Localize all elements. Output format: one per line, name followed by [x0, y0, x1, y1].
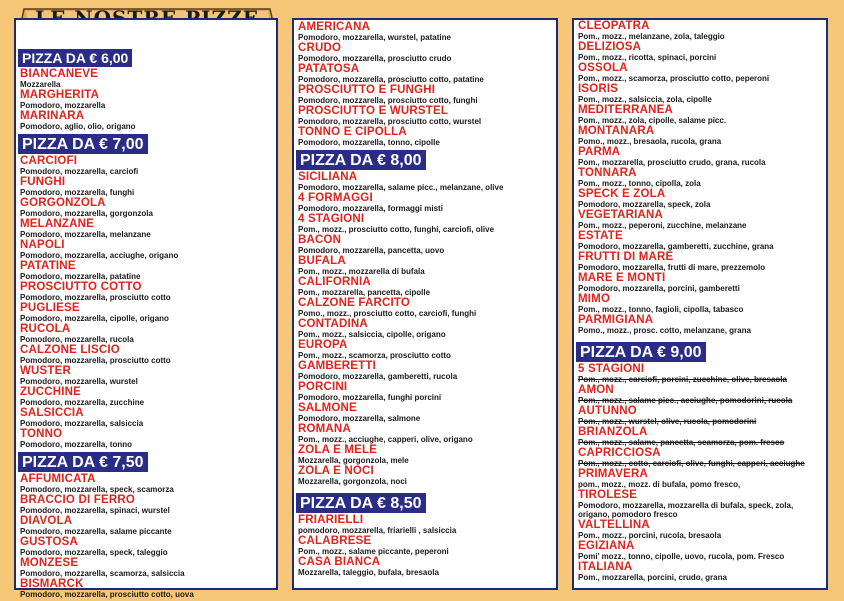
pizza-ingredients: Pom., mozz., tonno, fagioli, cipolla, tabasco — [578, 305, 744, 314]
pizza-item — [294, 403, 556, 423]
pizza-ingredients: Pomo., mozz., prosc. cotto, melanzane, grana — [578, 326, 751, 335]
pizza-item — [574, 210, 826, 230]
pizza-item — [574, 490, 826, 519]
pizza-name: GORGONZOLA — [20, 197, 106, 209]
section-list — [574, 21, 826, 335]
pizza-item — [574, 273, 826, 293]
pizza-ingredients: Pomodoro, mozzarella, zucchine — [20, 398, 145, 407]
pizza-ingredients: Pom., mozz., porcini, rucola, bresaola — [578, 531, 722, 540]
pizza-ingredients: Pom., mozzarella, porcini, crudo, grana — [578, 573, 727, 582]
pizza-ingredients: Pomodoro, mozzarella, mozzarella di bufala, speck, zola, origano, pomodoro fresco — [578, 501, 794, 519]
pizza-item — [294, 298, 556, 318]
pizza-name: FRUTTI DI MARE — [578, 251, 674, 263]
pizza-name: PATATOSA — [298, 63, 360, 75]
pizza-item — [574, 84, 826, 104]
pizza-name: MARE E MONTI — [578, 272, 666, 284]
pizza-name: CALZONE LISCIO — [20, 344, 120, 356]
pizza-name: PORCINI — [298, 381, 348, 393]
pizza-item — [294, 85, 556, 105]
pizza-name: PRIMAVERA — [578, 468, 648, 480]
pizza-ingredients: Pomodoro, mozzarella, salame piccante — [20, 527, 172, 536]
pizza-item — [16, 261, 276, 281]
pizza-ingredients: Mozzarella — [20, 80, 61, 89]
pizza-item — [16, 345, 276, 365]
pizza-ingredients: Pom., mozz., wurstel, olive, rucola, pomodorini — [578, 417, 757, 426]
pizza-name: MEDITERRANEA — [578, 104, 674, 116]
pizza-name: PARMIGIANA — [578, 314, 654, 326]
pizza-item — [574, 105, 826, 125]
pizza-ingredients: Pomodoro, mozzarella, prosciutto cotto, funghi — [298, 96, 478, 105]
pizza-name: MONZESE — [20, 557, 79, 569]
pizza-name: VEGETARIANA — [578, 209, 664, 221]
pizza-item — [294, 43, 556, 63]
pizza-name: TONNO — [20, 428, 63, 440]
pizza-name: WUSTER — [20, 365, 72, 377]
pizza-ingredients: Pom., mozz., carciofi, porcini, zucchine, olive, bresaola — [578, 375, 787, 384]
pizza-item — [16, 495, 276, 515]
pizza-name: BIANCANEVE — [20, 68, 99, 80]
pizza-name: BUFALA — [298, 255, 346, 267]
pizza-ingredients: Pomodoro, mozzarella, prosciutto cotto, uova — [20, 590, 194, 599]
pizza-item — [294, 382, 556, 402]
pizza-name: EGIZIANA — [578, 540, 635, 552]
pizza-ingredients: Pom., mozz., acciughe, capperi, olive, origano — [298, 435, 473, 444]
pizza-ingredients: Pomodoro, mozzarella, rucola — [20, 335, 134, 344]
pizza-ingredients: Pom., mozz., ricotta, spinaci, porcini — [578, 53, 717, 62]
pizza-ingredients: Pomodoro, mozzarella — [20, 101, 106, 110]
pizza-ingredients: Pomodoro, mozzarella, speck, zola — [578, 200, 711, 209]
pizza-name: ZOLA E NOCI — [298, 465, 374, 477]
pizza-name: FRIARIELLI — [298, 514, 364, 526]
pizza-ingredients: Pomodoro, mozzarella, salmone — [298, 414, 421, 423]
pizza-name: ZUCCHINE — [20, 386, 82, 398]
pizza-name: CARCIOFI — [20, 155, 78, 167]
pizza-name: NAPOLI — [20, 239, 65, 251]
pizza-name: SALSICCIA — [20, 407, 84, 419]
pizza-ingredients: Pom., mozz., salame piccante, peperoni — [298, 547, 449, 556]
menu-column-1 — [14, 18, 278, 599]
pizza-ingredients: Pom., mozz., zola, cipolle, salame picc. — [578, 116, 727, 125]
pizza-name: MELANZANE — [20, 218, 94, 230]
pizza-name: CALABRESE — [298, 535, 372, 547]
pizza-name: AMERICANA — [298, 21, 371, 33]
pizza-name: SALMONE — [298, 402, 357, 414]
pizza-ingredients: Pomodoro, mozzarella, porcini, gamberetti — [578, 284, 740, 293]
pizza-item — [16, 516, 276, 536]
pizza-item — [574, 364, 826, 384]
pizza-ingredients: Pomodoro, mozzarella, tonno, cipolle — [298, 138, 440, 147]
pizza-ingredients: Pom., mozz., melanzane, zola, taleggio — [578, 32, 725, 41]
pizza-name: TONNO E CIPOLLA — [298, 126, 407, 138]
pizza-item — [294, 557, 556, 577]
pizza-name: DIAVOLA — [20, 515, 73, 527]
section-list — [574, 364, 826, 582]
section-list — [16, 474, 276, 599]
pizza-item — [574, 21, 826, 41]
pizza-ingredients: Pomodoro, mozzarella, wurstel — [20, 377, 138, 386]
pizza-name: SPECK E ZOLA — [578, 188, 666, 200]
pizza-item — [16, 558, 276, 578]
section-list — [16, 69, 276, 131]
pizza-name: OSSOLA — [578, 62, 628, 74]
pizza-ingredients: Pomodoro, mozzarella, melanzane — [20, 230, 151, 239]
pizza-ingredients: Pom., mozz., scamorza, prosciutto cotto, peperoni — [578, 74, 770, 83]
section-header-6-00: PIZZA DA € 6,00 — [18, 49, 132, 67]
pizza-name: GAMBERETTI — [298, 360, 377, 372]
pizza-item — [16, 579, 276, 599]
pizza-ingredients: Mozzarella, gorgonzola, mele — [298, 456, 409, 465]
pizza-ingredients: Pom., mozz., salame picc., acciughe, pomodorini, rucola — [578, 396, 793, 405]
menu-column-2 — [292, 18, 558, 590]
pizza-name: CRUDO — [298, 42, 342, 54]
pizza-item — [16, 198, 276, 218]
pizza-ingredients: Pomodoro, mozzarella, funghi porcini — [298, 393, 442, 402]
pizza-ingredients: Pomodoro, mozzarella, scamorza, salsiccia — [20, 569, 185, 578]
pizza-item — [574, 562, 826, 582]
section-header-7-50: PIZZA DA € 7,50 — [18, 452, 148, 472]
menu-column-3 — [572, 18, 828, 590]
pizza-item — [574, 406, 826, 426]
pizza-item — [294, 214, 556, 234]
pizza-name: CLEOPATRA — [578, 20, 650, 32]
pizza-name: PATATINE — [20, 260, 76, 272]
pizza-item — [294, 256, 556, 276]
pizza-name: CALZONE FARCITO — [298, 297, 411, 309]
pizza-item — [16, 387, 276, 407]
pizza-ingredients: Pomodoro, mozzarella, spinaci, wurstel — [20, 506, 170, 515]
section-list — [294, 22, 556, 147]
pizza-item — [574, 126, 826, 146]
pizza-name: GUSTOSA — [20, 536, 79, 548]
pizza-name: PROSCIUTTO E WURSTEL — [298, 105, 449, 117]
pizza-item — [574, 294, 826, 314]
pizza-name: CASA BIANCA — [298, 556, 381, 568]
pizza-name: BISMARCK — [20, 578, 84, 590]
pizza-name: MIMO — [578, 293, 611, 305]
pizza-ingredients: pomodoro, mozzarella, friarielli , salsiccia — [298, 526, 457, 535]
pizza-name: SICILIANA — [298, 171, 358, 183]
pizza-name: PROSCIUTTO E FUNGHI — [298, 84, 436, 96]
pizza-item — [16, 324, 276, 344]
pizza-name: TIROLESE — [578, 489, 638, 501]
pizza-ingredients: Pomodoro, mozzarella, tonno — [20, 440, 133, 449]
section-header-7-00: PIZZA DA € 7,00 — [18, 134, 148, 154]
pizza-item — [574, 63, 826, 83]
pizza-item — [294, 106, 556, 126]
pizza-name: AFFUMICATA — [20, 473, 96, 485]
pizza-item — [294, 235, 556, 255]
pizza-ingredients: pom., mozz., mozz. di bufala, pomo fresco, — [578, 480, 741, 489]
pizza-ingredients: Pomodoro, mozzarella, prosciutto crudo — [298, 54, 452, 63]
pizza-name: CONTADINA — [298, 318, 368, 330]
pizza-item — [16, 474, 276, 494]
pizza-name: 4 STAGIONI — [298, 213, 365, 225]
pizza-ingredients: Pom., mozz., salsiccia, cipolle, origano — [298, 330, 446, 339]
pizza-item — [294, 193, 556, 213]
pizza-name: 4 FORMAGGI — [298, 192, 373, 204]
pizza-name: MONTANARA — [578, 125, 655, 137]
pizza-item — [16, 429, 276, 449]
pizza-item — [16, 177, 276, 197]
pizza-name: ISORIS — [578, 83, 619, 95]
pizza-ingredients: Pomo., mozz., bresaola, rucola, grana — [578, 137, 722, 146]
pizza-ingredients: Pomodoro, mozzarella, prosciutto cotto, wurstel — [298, 117, 482, 126]
pizza-item — [574, 520, 826, 540]
pizza-name: EUROPA — [298, 339, 348, 351]
pizza-item — [294, 127, 556, 147]
pizza-name: AUTUNNO — [578, 405, 637, 417]
pizza-name: PUGLIESE — [20, 302, 80, 314]
pizza-ingredients: Pom., mozz., prosciutto cotto, funghi, carciofi, olive — [298, 225, 495, 234]
pizza-name: DELIZIOSA — [578, 41, 642, 53]
section-header-8-50: PIZZA DA € 8,50 — [296, 493, 426, 513]
pizza-ingredients: Pomodoro, mozzarella, speck, taleggio — [20, 548, 168, 557]
pizza-ingredients: Pomodoro, mozzarella, gamberetti, rucola — [298, 372, 458, 381]
section-header-9-00: PIZZA DA € 9,00 — [576, 342, 706, 362]
pizza-item — [574, 168, 826, 188]
pizza-name: 5 STAGIONI — [578, 363, 645, 375]
pizza-item — [574, 469, 826, 489]
pizza-ingredients: Pomodoro, mozzarella, prosciutto cotto — [20, 356, 171, 365]
pizza-name: BRACCIO DI FERRO — [20, 494, 136, 506]
pizza-name: MARINARA — [20, 110, 85, 122]
pizza-name: CALIFORNIA — [298, 276, 371, 288]
pizza-item — [574, 448, 826, 468]
pizza-name: BACON — [298, 234, 342, 246]
pizza-item — [294, 445, 556, 465]
pizza-ingredients: Pomodoro, aglio, olio, origano — [20, 122, 136, 131]
pizza-item — [294, 340, 556, 360]
pizza-item — [16, 366, 276, 386]
pizza-name: MARGHERITA — [20, 89, 100, 101]
pizza-ingredients: Pomodoro, mozzarella, pancetta, uovo — [298, 246, 445, 255]
pizza-item — [16, 156, 276, 176]
pizza-item — [574, 189, 826, 209]
pizza-item — [294, 515, 556, 535]
pizza-ingredients: Pom., mozz., cotto, carciofi, olive, funghi, capperi, acciughe — [578, 459, 805, 468]
pizza-ingredients: Pomodoro, mozzarella, prosciutto cotto — [20, 293, 171, 302]
pizza-item — [574, 385, 826, 405]
pizza-name: AMON — [578, 384, 614, 396]
pizza-item — [16, 240, 276, 260]
pizza-item — [16, 282, 276, 302]
pizza-item — [574, 315, 826, 335]
pizza-name: ZOLA E MELE — [298, 444, 378, 456]
pizza-name: ROMANA — [298, 423, 351, 435]
pizza-ingredients: Pomodoro, mozzarella, formaggi misti — [298, 204, 443, 213]
pizza-item — [294, 424, 556, 444]
pizza-item — [16, 303, 276, 323]
pizza-ingredients: Pomodoro, mozzarella, salsiccia — [20, 419, 144, 428]
pizza-name: TONNARA — [578, 167, 637, 179]
pizza-ingredients: Pom., mozz., salsiccia, zola, cipolle — [578, 95, 712, 104]
pizza-item — [294, 466, 556, 486]
pizza-item — [294, 22, 556, 42]
pizza-ingredients: Pom., mozz., scamorza, prosciutto cotto — [298, 351, 451, 360]
pizza-ingredients: Pomodoro, mozzarella, speck, scamorza — [20, 485, 174, 494]
pizza-ingredients: Pomodoro, mozzarella, acciughe, origano — [20, 251, 179, 260]
pizza-ingredients: Pom., mozzarella, pancetta, cipolle — [298, 288, 431, 297]
pizza-item — [574, 42, 826, 62]
pizza-item — [16, 537, 276, 557]
section-list — [16, 156, 276, 449]
pizza-ingredients: Pomodoro, mozzarella, wurstel, patatine — [298, 33, 451, 42]
pizza-item — [574, 147, 826, 167]
pizza-name: VALTELLINA — [578, 519, 650, 531]
section-header-8-00: PIZZA DA € 8,00 — [296, 150, 426, 170]
pizza-ingredients: Pomodoro, mozzarella, carciofi — [20, 167, 139, 176]
pizza-item — [294, 172, 556, 192]
pizza-ingredients: Pomodoro, mozzarella, prosciutto cotto, patatine — [298, 75, 484, 84]
pizza-ingredients: Mozzarella, gorgonzola, noci — [298, 477, 407, 486]
pizza-item — [294, 277, 556, 297]
pizza-item — [294, 361, 556, 381]
pizza-item — [16, 219, 276, 239]
pizza-item — [294, 536, 556, 556]
pizza-item — [574, 252, 826, 272]
section-list — [294, 515, 556, 577]
pizza-item — [574, 541, 826, 561]
pizza-name: PARMA — [578, 146, 621, 158]
pizza-name: RUCOLA — [20, 323, 71, 335]
pizza-ingredients: Pomodoro, mozzarella, frutti di mare, prezzemolo — [578, 263, 766, 272]
pizza-ingredients: Pom., mozzarella, prosciutto crudo, grana, rucola — [578, 158, 766, 167]
pizza-item — [16, 90, 276, 110]
section-list — [294, 172, 556, 486]
pizza-ingredients: Pom., mozz., mozzarella di bufala — [298, 267, 425, 276]
pizza-name: PROSCIUTTO COTTO — [20, 281, 142, 293]
pizza-item — [16, 111, 276, 131]
pizza-name: BRIANZOLA — [578, 426, 648, 438]
pizza-ingredients: Pomi’ mozz., tonno, cipolle, uovo, rucola, pom. Fresco — [578, 552, 785, 561]
pizza-name: ITALIANA — [578, 561, 633, 573]
pizza-ingredients: Pomodoro, mozzarella, cipolle, origano — [20, 314, 169, 323]
pizza-name: ESTATE — [578, 230, 623, 242]
pizza-ingredients: Pomo., mozz., prosciutto cotto, carciofi, funghi — [298, 309, 477, 318]
pizza-ingredients: Pom., mozz., peperoni, zucchine, melanzane — [578, 221, 747, 230]
pizza-name: FUNGHI — [20, 176, 66, 188]
pizza-ingredients: Pomodoro, mozzarella, salame picc., melanzane, olive — [298, 183, 504, 192]
pizza-item — [574, 427, 826, 447]
pizza-ingredients: Pomodoro, mozzarella, funghi — [20, 188, 135, 197]
pizza-ingredients: Mozzarella, taleggio, bufala, bresaola — [298, 568, 439, 577]
pizza-ingredients: Pomodoro, mozzarella, patatine — [20, 272, 141, 281]
pizza-item — [294, 319, 556, 339]
pizza-ingredients: Pom., mozz., salame, pancetta, scamorza, pom. fresco — [578, 438, 785, 447]
pizza-ingredients: Pom., mozz., tonno, cipolla, zola — [578, 179, 701, 188]
pizza-item — [294, 64, 556, 84]
pizza-item — [16, 408, 276, 428]
pizza-ingredients: Pomodoro, mozzarella, gamberetti, zucchine, grana — [578, 242, 774, 251]
pizza-item — [16, 69, 276, 89]
pizza-item — [574, 231, 826, 251]
pizza-name: CAPRICCIOSA — [578, 447, 661, 459]
pizza-ingredients: Pomodoro, mozzarella, gorgonzola — [20, 209, 153, 218]
